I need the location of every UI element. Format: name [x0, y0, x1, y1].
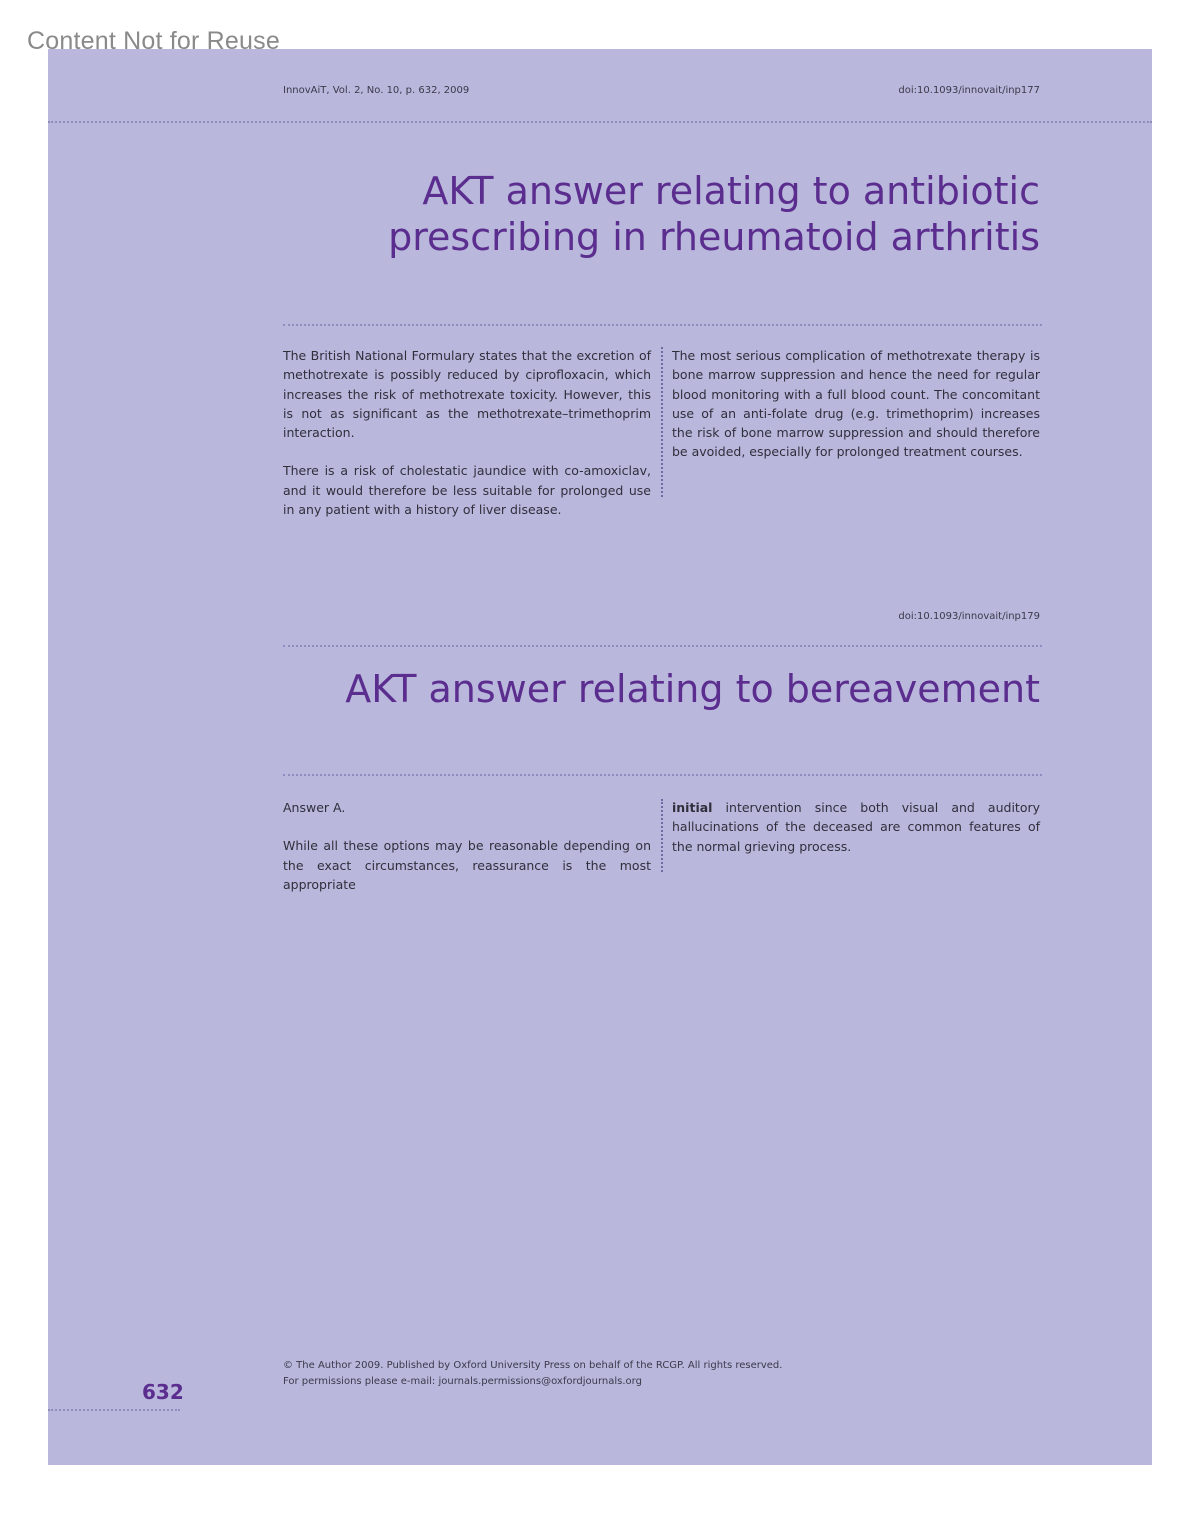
- article1-left-paragraph-1: The British National Formulary states that the excretion of methotrexate is possibly reduced by ciprofloxacin, which increases the risk of methotrexate toxicity. However, this is not as significant as the methotrexate–trimethoprim interaction.: [283, 348, 651, 441]
- emphasis-initial: initial: [672, 800, 713, 815]
- article1-top-divider: [283, 324, 1042, 326]
- article1-column-separator: [661, 347, 663, 497]
- doi-article1: doi:10.1093/innovait/inp177: [898, 85, 1040, 96]
- article2-left-paragraph-1: Answer A.: [283, 800, 346, 815]
- article1-right-paragraph-1: The most serious complication of methotrexate therapy is bone marrow suppression and hence the need for regular blood monitoring with a full blood count. The concomitant use of an anti-folate drug (e.g. trimethoprim) increases the risk of bone marrow suppression and should therefore be avoided, especially for prolonged treatment courses.: [672, 348, 1040, 460]
- permissions-line: For permissions please e-mail: journals.permissions@oxfordjournals.org: [283, 1376, 642, 1387]
- copyright-line: © The Author 2009. Published by Oxford University Press on behalf of the RCGP. All rights reserved.: [283, 1360, 783, 1371]
- article2-top-divider: [283, 645, 1042, 647]
- article2-column-separator: [661, 799, 663, 872]
- article2-right-column: [672, 798, 1040, 856]
- article1-title-line1: AKT answer relating to antibiotic: [422, 169, 1040, 213]
- watermark-text: Content Not for Reuse: [27, 27, 280, 55]
- page-number-divider: [48, 1409, 180, 1411]
- article2-title: AKT answer relating to bereavement: [345, 667, 1040, 711]
- article2-left-column: [283, 798, 651, 894]
- journal-citation: InnovAiT, Vol. 2, No. 10, p. 632, 2009: [283, 85, 470, 96]
- journal-page: [48, 49, 1152, 1465]
- article1-left-paragraph-2: There is a risk of cholestatic jaundice with co-amoxiclav, and it would therefore be less suitable for prolonged use in any patient with a history of liver disease.: [283, 463, 651, 518]
- article1-title: [388, 168, 1040, 260]
- article2-right-paragraph-1: [672, 798, 1040, 856]
- article2-right-text: intervention since both visual and auditory hallucinations of the deceased are common features of the normal grieving process.: [672, 800, 1040, 854]
- doi-article2: doi:10.1093/innovait/inp179: [898, 611, 1040, 622]
- article2-left-paragraph-2: While all these options may be reasonable depending on the exact circumstances, reassurance is the most appropriate: [283, 838, 651, 892]
- article1-title-line2: prescribing in rheumatoid arthritis: [388, 215, 1040, 259]
- copyright-footer: [283, 1358, 782, 1390]
- header-divider: [48, 121, 1152, 123]
- article1-right-column: [672, 346, 1040, 462]
- article1-left-column: [283, 346, 651, 519]
- page-number: 632: [142, 1380, 184, 1404]
- article2-body-divider: [283, 774, 1042, 776]
